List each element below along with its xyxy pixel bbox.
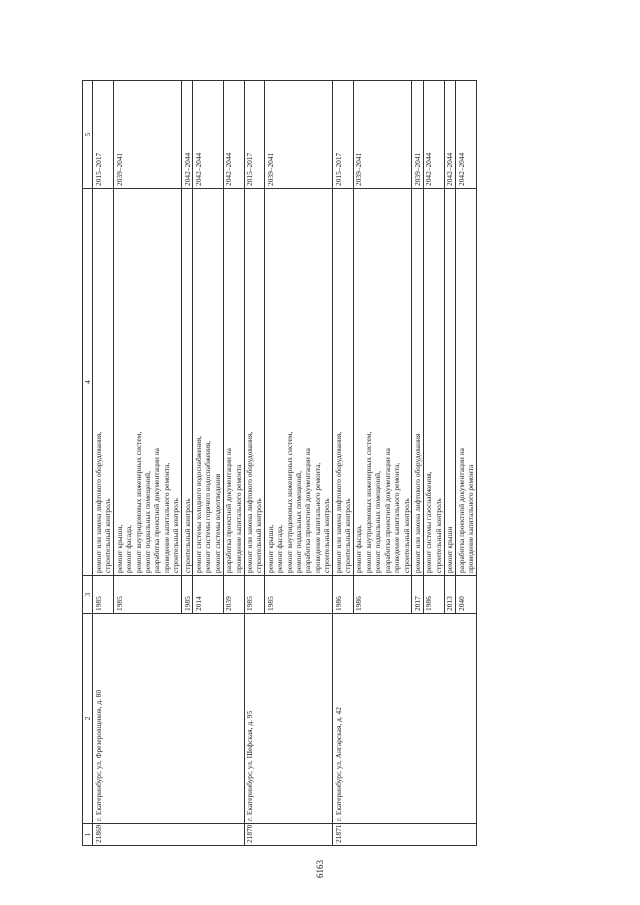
period-cell: 2042–2044 [223, 81, 244, 189]
works-cell: разработка проектной документации на проведение капитального ремонта [223, 189, 244, 576]
period-cell: 2042–2044 [456, 81, 477, 189]
works-cell: ремонт или замена лифтового оборудования, строительный контроль [93, 189, 114, 576]
works-cell: ремонт крыши [444, 189, 455, 576]
entry-address: г. Екатеринбург, ул. Шефская, д. 95 [244, 614, 333, 824]
entry-number: 21869. [93, 824, 244, 846]
year-cell: 2013 [444, 576, 455, 614]
header-cell-2: 2 [83, 614, 93, 824]
capital-repair-table [82, 81, 600, 846]
works-cell: ремонт или замена лифтового оборудования [412, 189, 423, 576]
works-cell: ремонт фасада, ремонт внутридомовых инженерных систем, ремонт подвальных помещений, разработка проектной документации на проведение капитального ремонта, строительный контроль [353, 189, 411, 576]
year-cell: 1986 [333, 576, 354, 614]
header-cell-1: 1 [83, 824, 93, 846]
header-row [83, 81, 93, 846]
year-cell: 1985 [93, 576, 114, 614]
year-cell: 1985 [244, 576, 265, 614]
table-row [93, 81, 114, 846]
year-cell: 2014 [193, 576, 223, 614]
works-cell: строительный контроль [182, 189, 193, 576]
period-cell: 2039–2041 [114, 81, 182, 189]
works-cell: ремонт или замена лифтового оборудования, строительный контроль [333, 189, 354, 576]
year-cell: 1985 [265, 576, 333, 614]
year-cell: 2040 [456, 576, 477, 614]
entry-address: г. Екатеринбург, ул. Фрезеровщиков, д. 80 [93, 614, 244, 824]
period-cell: 2039–2041 [265, 81, 333, 189]
period-cell: 2039–2041 [412, 81, 423, 189]
year-cell: 2039 [223, 576, 244, 614]
period-cell: 2015–2017 [93, 81, 114, 189]
year-cell: 1986 [353, 576, 411, 614]
period-cell: 2039–2041 [353, 81, 411, 189]
period-cell: 2042–2044 [423, 81, 444, 189]
table-row [244, 81, 265, 846]
works-cell: ремонт крыши, ремонт фасада, ремонт внутридомовых инженерных систем, ремонт подвальных помещений, разработка проектной документации на проведение капитального ремонта, строительный контроль [265, 189, 333, 576]
works-cell: ремонт системы газоснабжения, строительный контроль [423, 189, 444, 576]
period-cell: 2042–2044 [193, 81, 223, 189]
period-cell: 2015–2017 [333, 81, 354, 189]
year-cell: 1986 [423, 576, 444, 614]
table-row [333, 81, 354, 846]
works-cell: ремонт системы холодного водоснабжения, ремонт системы горячего водоснабжения, ремонт системы водоотведения [193, 189, 223, 576]
works-cell: ремонт или замена лифтового оборудования, строительный контроль [244, 189, 265, 576]
schedule-table [82, 80, 477, 846]
period-cell: 2042–2044 [444, 81, 455, 189]
works-cell: разработка проектной документации на проведение капитального ремонта [456, 189, 477, 576]
entry-number: 21871. [333, 824, 477, 846]
year-cell: 1985 [182, 576, 193, 614]
year-cell: 1985 [114, 576, 182, 614]
year-cell: 2017 [412, 576, 423, 614]
page-number: 6163 [315, 860, 325, 878]
works-cell: ремонт крыши, ремонт фасада, ремонт внутридомовых инженерных систем, ремонт подвальных помещений, разработка проектной документации на проведение капитального ремонта, строительный контроль [114, 189, 182, 576]
header-cell-3: 3 [83, 576, 93, 614]
entry-number: 21870. [244, 824, 333, 846]
header-cell-5: 5 [83, 81, 93, 189]
period-cell: 2042–2044 [182, 81, 193, 189]
entry-address: г. Екатеринбург, ул. Ангарская, д. 42 [333, 614, 477, 824]
header-cell-4: 4 [83, 189, 93, 576]
period-cell: 2015–2017 [244, 81, 265, 189]
